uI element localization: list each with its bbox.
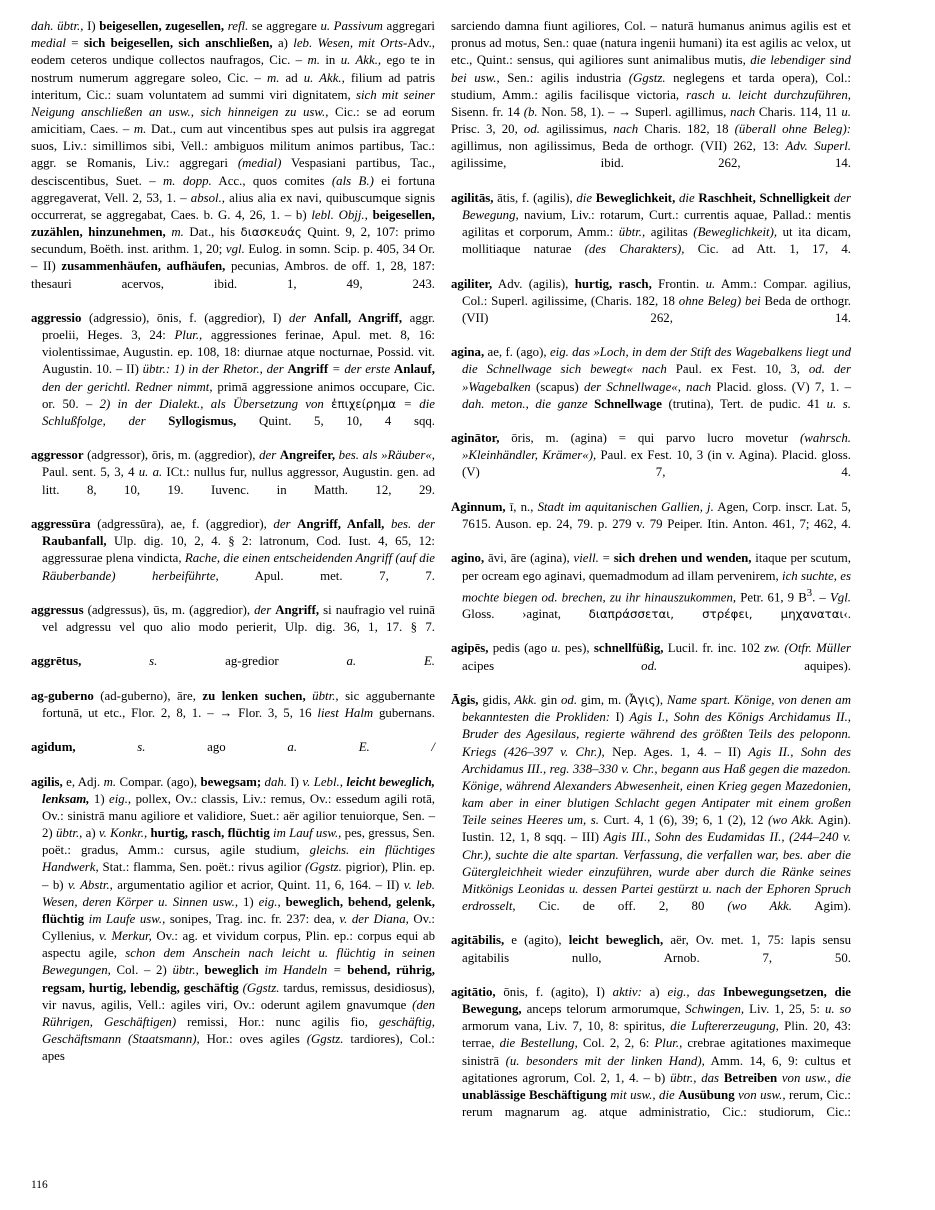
entry-aginnum: Aginnum, ī, n., Stadt im aquitanischen Gallien, j. Agen, Corp. inscr. Lat. 5, 7615. Auson. ep. 24, 79. p. 279 v. 79 Peiper. Itin. Anton. 461, 7; 462, 4. xyxy=(451,499,851,531)
entry-agilitas: agilitās, ātis, f. (agilis), die Beweglichkeit, die Raschheit, Schnelligkeit der Bewegung, navium, Liv.: rotarum, Curt.: currentis aquae, Pallad.: mentis agilitas et corporum, Amm.: übtr., agilitas (Beweglichkeit), ut ita dicam, mollitiaque naturae (des Charakters), Cic. ad Att. 1, 17, 4. xyxy=(451,190,852,257)
entry-agina: agina, ae, f. (ago), eig. das »Loch, in dem der Stift des Wagebalkens liegt und die Schnellwage sich bewegt« nach Paul. ex Fest. 10, 3, od. der »Wagebalken (scapus) der Schnellwage«, nach Placid. gloss. (V) 7, 1. – dah. meton., die ganze Schnellwage (trutina), Tert. de pudic. 41 u. s. xyxy=(451,345,852,411)
entry-aggressus: aggressus (adgressus), ūs, m. (aggredior), der Angriff, si naufragio vel ruinā vel adgressu vel quo alio modo perierit, Ulp. dig. 36, 1, 17. § 7. xyxy=(31,602,435,635)
entry-aggressura: aggressūra (adgressūra), ae, f. (aggredior), der Angriff, Anfall, bes. der Raubanfall, Ulp. dig. 10, 2, 4. § 2: latronum, Cod. Iust. 4, 65, 12: aggressurae plena vindicta, Rache, die einen entscheidenden Angriff (auf die Räuberbande) herbeiführte, Apul. met. 7, 7. xyxy=(31,516,435,583)
entry-agiliter: agiliter, Adv. (agilis), hurtig, rasch, Frontin. u. Amm.: Compar. agilius, Col.: Superl. agilissime, (Charis. 182, 18 ohne Beleg) bei Beda de orthogr. (VII) 262, 14. xyxy=(451,276,851,325)
entry-ag-guberno: ag-guberno (ad-guberno), āre, zu lenken suchen, übtr., sic aggubernante fortunā, ut etc., Flor. 2, 8, 1. – → Flor. 3, 5, 16 liest Halm gubernans. xyxy=(31,688,435,720)
entry-agilis: agilis, e, Adj. m. Compar. (ago), bewegsam; dah. I) v. Lebl., leicht beweglich, lenksam, 1) eig., pollex, Ov.: classis, Liv.: remus, Ov.: essedum agili rotā, Ov.: sinistrā manu agiliore et validiore, Suet.: aër agilior tenuiorque, Sen. – 2) übtr., a) v. Konkr., hurtig, rasch, flüchtig im Lauf usw., pes, gressus, Sen. poët.: gradus, Amm.: cursus, agile studium, gleichs. ein flüchtiges Handwerk, Stat.: flamma, Sen. poët.: rivus agilior (Ggstz. pigrior), Plin. ep. – b) v. Abstr., argumentatio agilior et acrior, Quint. 11, 6, 164. – II) v. leb. Wesen, deren Körper u. Sinnen usw., 1) eig., beweglich, behend, gelenk, flüchtig im Laufe usw., sonipes, Trag. inc. fr. 237: dea, v. der Diana, Ov.: Cyllenius, v. Merkur, Ov.: ag. et vividum corpus, Plin. ep.: corpus equi ab aspectu agile, schon dem Anschein nach leicht u. flüchtig in seinen Bewegungen, Col. – 2) übtr., beweglich im Handeln = behend, rührig, regsam, hurtig, lebendig, geschäftig (Ggstz. tardus, remissus, desidiosus), vir navus, agilis, Vell.: agiles viri, Ov.: oderunt agilem gnavumque (den Rührigen, Geschäftigen) remissi, Hor.: nunc agilis fio, geschäftig, Geschäftsmann (Staatsmann), Hor.: oves agiles (Ggstz. tardiores), Col.: apes xyxy=(31,774,436,1064)
entry-agipes: agipēs, pedis (ago u. pes), schnellfüßig, Lucil. fr. inc. 102 zw. (Otfr. Müller acipes od. aquipes). xyxy=(451,641,851,673)
right-column xyxy=(451,18,851,1138)
entry-agis: Āgis, gidis, Akk. gin od. gim, m. (Ἆγις), Name spart. Könige, von denen am bekanntesten die Prokliden: I) Agis I., Sohn des Königs Archidamus II., Bruder des Agesilaus, regierte während des größten Teils des peloponn. Kriegs (426–397 v. Chr.), Nep. Ages. 1, 4. – II) Agis II., Sohn des Archidamus III., reg. 338–330 v. Chr., begann aus Haß gegen die mazedon. Könige, während Alexanders Abwesenheit, einen Krieg gegen Mazedonien, kam aber in einer blutigen Schlacht gegen Antipater mit einem großen Teile seines Heeres um, s. Curt. 4, 1 (6), 39; 6, 1 (2), 12 (wo Akk. Agin). Iustin. 12, 1, 8 sqq. – III) Agis III., Sohn des Eudamidas II., (244–240 v. Chr.), suchte die alte spartan. Verfassung, die verfallen war, bes. aber die Gütergleichheit wieder einzuführen, wurde aber durch die Ränke seines Mitkönigs Leonidas u. dessen Partei gestürzt u. nach der Ephoren Spruch erdrosselt, Cic. de off. 2, 80 (wo Akk. Agim). xyxy=(451,692,852,914)
left-column xyxy=(31,18,435,1083)
entry-aggressio: aggressio (adgressio), ōnis, f. (aggredior), I) der Anfall, Angriff, aggr. proelii, Heges. 3, 24: Plur., aggressiones ferinae, Apul. met. 8, 16: violentissimae, Augustin. ep. 108, 18: diurnae atque nocturnae, Possid. vit. Augustin. 10. – II) übtr.: 1) in der Rhetor., der Angriff = der erste Anlauf, den der gerichtl. Redner nimmt, primā aggressione animos occupare, Cic. or. 50. – 2) in der Dialekt., als Übersetzung von ἐπιχείρημα = die Schlußfolge, der Syllogismus, Quint. 5, 10, 4 sqq. xyxy=(31,310,436,428)
page-number: 116 xyxy=(31,1179,48,1191)
entry-agidum: agidum, s. ago a. E. / xyxy=(31,740,435,755)
entry-agitatio: agitātio, ōnis, f. (agito), I) aktiv: a) eig., das Inbewegungsetzen, die Bewegung, anceps telorum armorumque, Schwingen, Liv. 1, 25, 5: u. so armorum vana, Liv. 7, 10, 8: spiritus, die Luftererzeugung, Plin. 20, 43: terrae, die Bestellung, Col. 2, 2, 6: Plur., crebrae agitationes maximeque sinistrā (u. besonders mit der linken Hand), Amm. 14, 6, 9: cultus et agitationes agrorum, Col. 2, 1, 4. – b) übtr., das Betreiben von usw., die unablässige Beschäftigung mit usw., die Ausübung von usw., rerum, Cic.: rerum magnarum ag. atque administratio, Cic.: studiorum, Cic.: xyxy=(451,984,852,1120)
entry-agitabilis: agitābilis, e (agito), leicht beweglich, aër, Ov. met. 1, 75: lapis sensu agitabilis nullo, Arnob. 7, 50. xyxy=(451,933,851,965)
entry-agino: agino, āvi, āre (agina), viell. = sich drehen und wenden, itaque per scutum, per ocream ego aginavi, quemadmodum ad illam pervenirem, ich suchte, es mochte biegen od. brechen, zu ihr hinauszukommen, Petr. 61, 9 $B^3$. – Vgl. Gloss. ›aginat, διαπράσσεται, στρέφει, μηχαναται‹. xyxy=(451,551,851,622)
entry-aginator: aginātor, ōris, m. (agina) = qui parvo lucro movetur (wahrsch. »Kleinhändler, Krämer«), Paul. ex Fest. 10, 3 (in v. Agina). Placid. gloss. (V) 7, 4. xyxy=(451,431,851,480)
entry-aggressor: aggressor (adgressor), ōris, m. (aggredior), der Angreifer, bes. als »Räuber«, Paul. sent. 5, 3, 4 u. a. ICt.: nullus fur, nullus aggressor, Augustin. gen. ad litt. 8, 10, 19. Iuvenc. in Matth. 12, 29. xyxy=(31,448,435,497)
entry-aggretus: aggrētus, s. ag-gredior a. E. xyxy=(31,654,435,669)
entry-aggrego-continued: dah. übtr., I) beigesellen, zugesellen, refl. se aggregare u. Passivum aggregari medial = sich beigesellen, sich anschließen, a) leb. Wesen, mit Orts-Adv., eodem ceteros undique collectos naufragos, Cic. – m. in u. Akk., ego te in nostrum numerum aggregare soleo, Cic. – m. ad u. Akk., filium ad patris interitum, Cic.: suam voluntatem ad summi viri dignitatem, sich mit seiner Neigung anschließen an usw., sich hinneigen zu usw., Cic.: se ad eorum amicitiam, Caes. – m. Dat., cum aut vincentibus spes aut pulsis ira aggregat suos, Liv.: simillimos sibi, Vell.: ambiguos militum animos partibus, Tac.: aggr. se Romanis, Liv.: aggregari (medial) Vespasiani partibus, Tac., desciscentibus, Suet. – m. dopp. Acc., quos comites (als B.) ei fortuna aggregaverat, Vell. 2, 53, 1. – absol., alius alia ex navi, quibuscumque signis occurrerat, se aggregabat, Caes. b. G. 4, 26, 1. – b) lebl. Objj., beigesellen, zuzählen, hinzunehmen, m. Dat., his διασκευάς Quint. 9, 2, 107: primo secundum, Boëth. inst. arithm. 1, 20; vgl. Eulog. in somn. Scip. p. 405, 34 Or. – II) zusammenhäufen, aufhäufen, pecunias, Ambros. de off. 1, 28, 187: thesauri acervos, ibid. 1, 49, 243. xyxy=(31,19,436,291)
text-columns xyxy=(31,18,907,1153)
entry-agilis-continued: sarciendo damna fiunt agiliores, Col. – naturā humanus animus agilis est et pronus ad motus, Sen.: quae (natura ingenii humani) ita est agilis ac velox, ut etc., Quint.: sensus, qui agiliores sunt animalibus mutis, die lebendiger sind bei usw., Sen.: agilis industria (Ggstz. neglegens et tarda opera), Col.: studium, Amm.: agilis facilisque victoria, rasch u. leicht durchzuführen, Sisenn. fr. 14 (b. Non. 58, 1). – → Superl. agillimus, nach Charis. 114, 11 u. Prisc. 3, 20, od. agilissimus, nach Charis. 182, 18 (überall ohne Beleg): agillimus, non agilissimus, Beda de orthogr. (VII) 262, 13: Adv. Superl. agilissime, ibid. 262, 14. xyxy=(451,19,852,171)
